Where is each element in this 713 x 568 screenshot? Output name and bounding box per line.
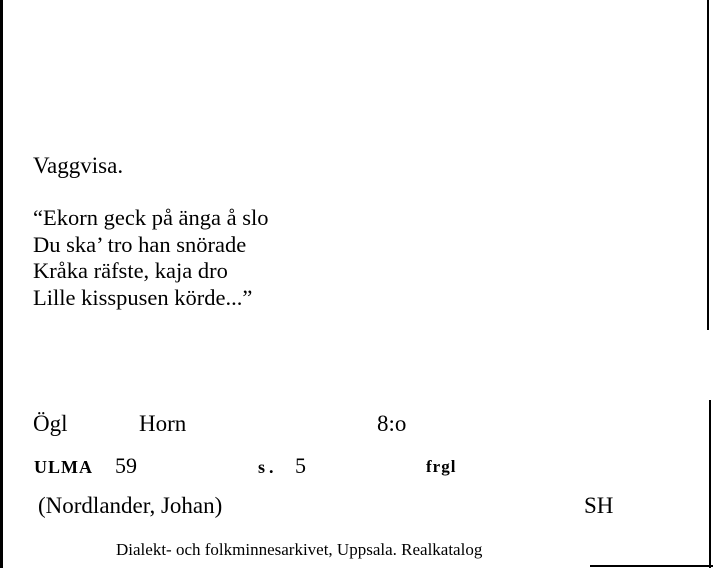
initials: SH (584, 493, 614, 518)
verse-line: Du ska’ tro han snörade (33, 231, 247, 257)
format-field: 8:o (377, 411, 407, 436)
verse-line: Lille kisspusen körde...” (33, 284, 253, 310)
card-heading: Vaggvisa. (33, 153, 124, 178)
verse-line: “Ekorn geck på änga å slo (33, 205, 269, 230)
archive-code: ULMA (34, 457, 93, 477)
record-number: 59 (115, 453, 137, 478)
collector-name: (Nordlander, Johan) (38, 493, 223, 518)
verse-block (33, 205, 269, 311)
card-right-edge (707, 0, 709, 330)
landscape-field: Ögl (33, 411, 68, 436)
page-number: 5 (295, 453, 306, 478)
card-left-edge (0, 0, 3, 568)
card-bottom-edge (590, 565, 713, 567)
card-right-edge-lower (709, 400, 711, 568)
verse-line: Kråka räfste, kaja dro (33, 258, 228, 283)
archive-footer: Dialekt- och folkminnesarkivet, Uppsala. Realkatalog (116, 540, 483, 559)
record-type: frgl (426, 457, 457, 476)
parish-field: Horn (139, 411, 187, 436)
page-label: s. (258, 457, 278, 477)
